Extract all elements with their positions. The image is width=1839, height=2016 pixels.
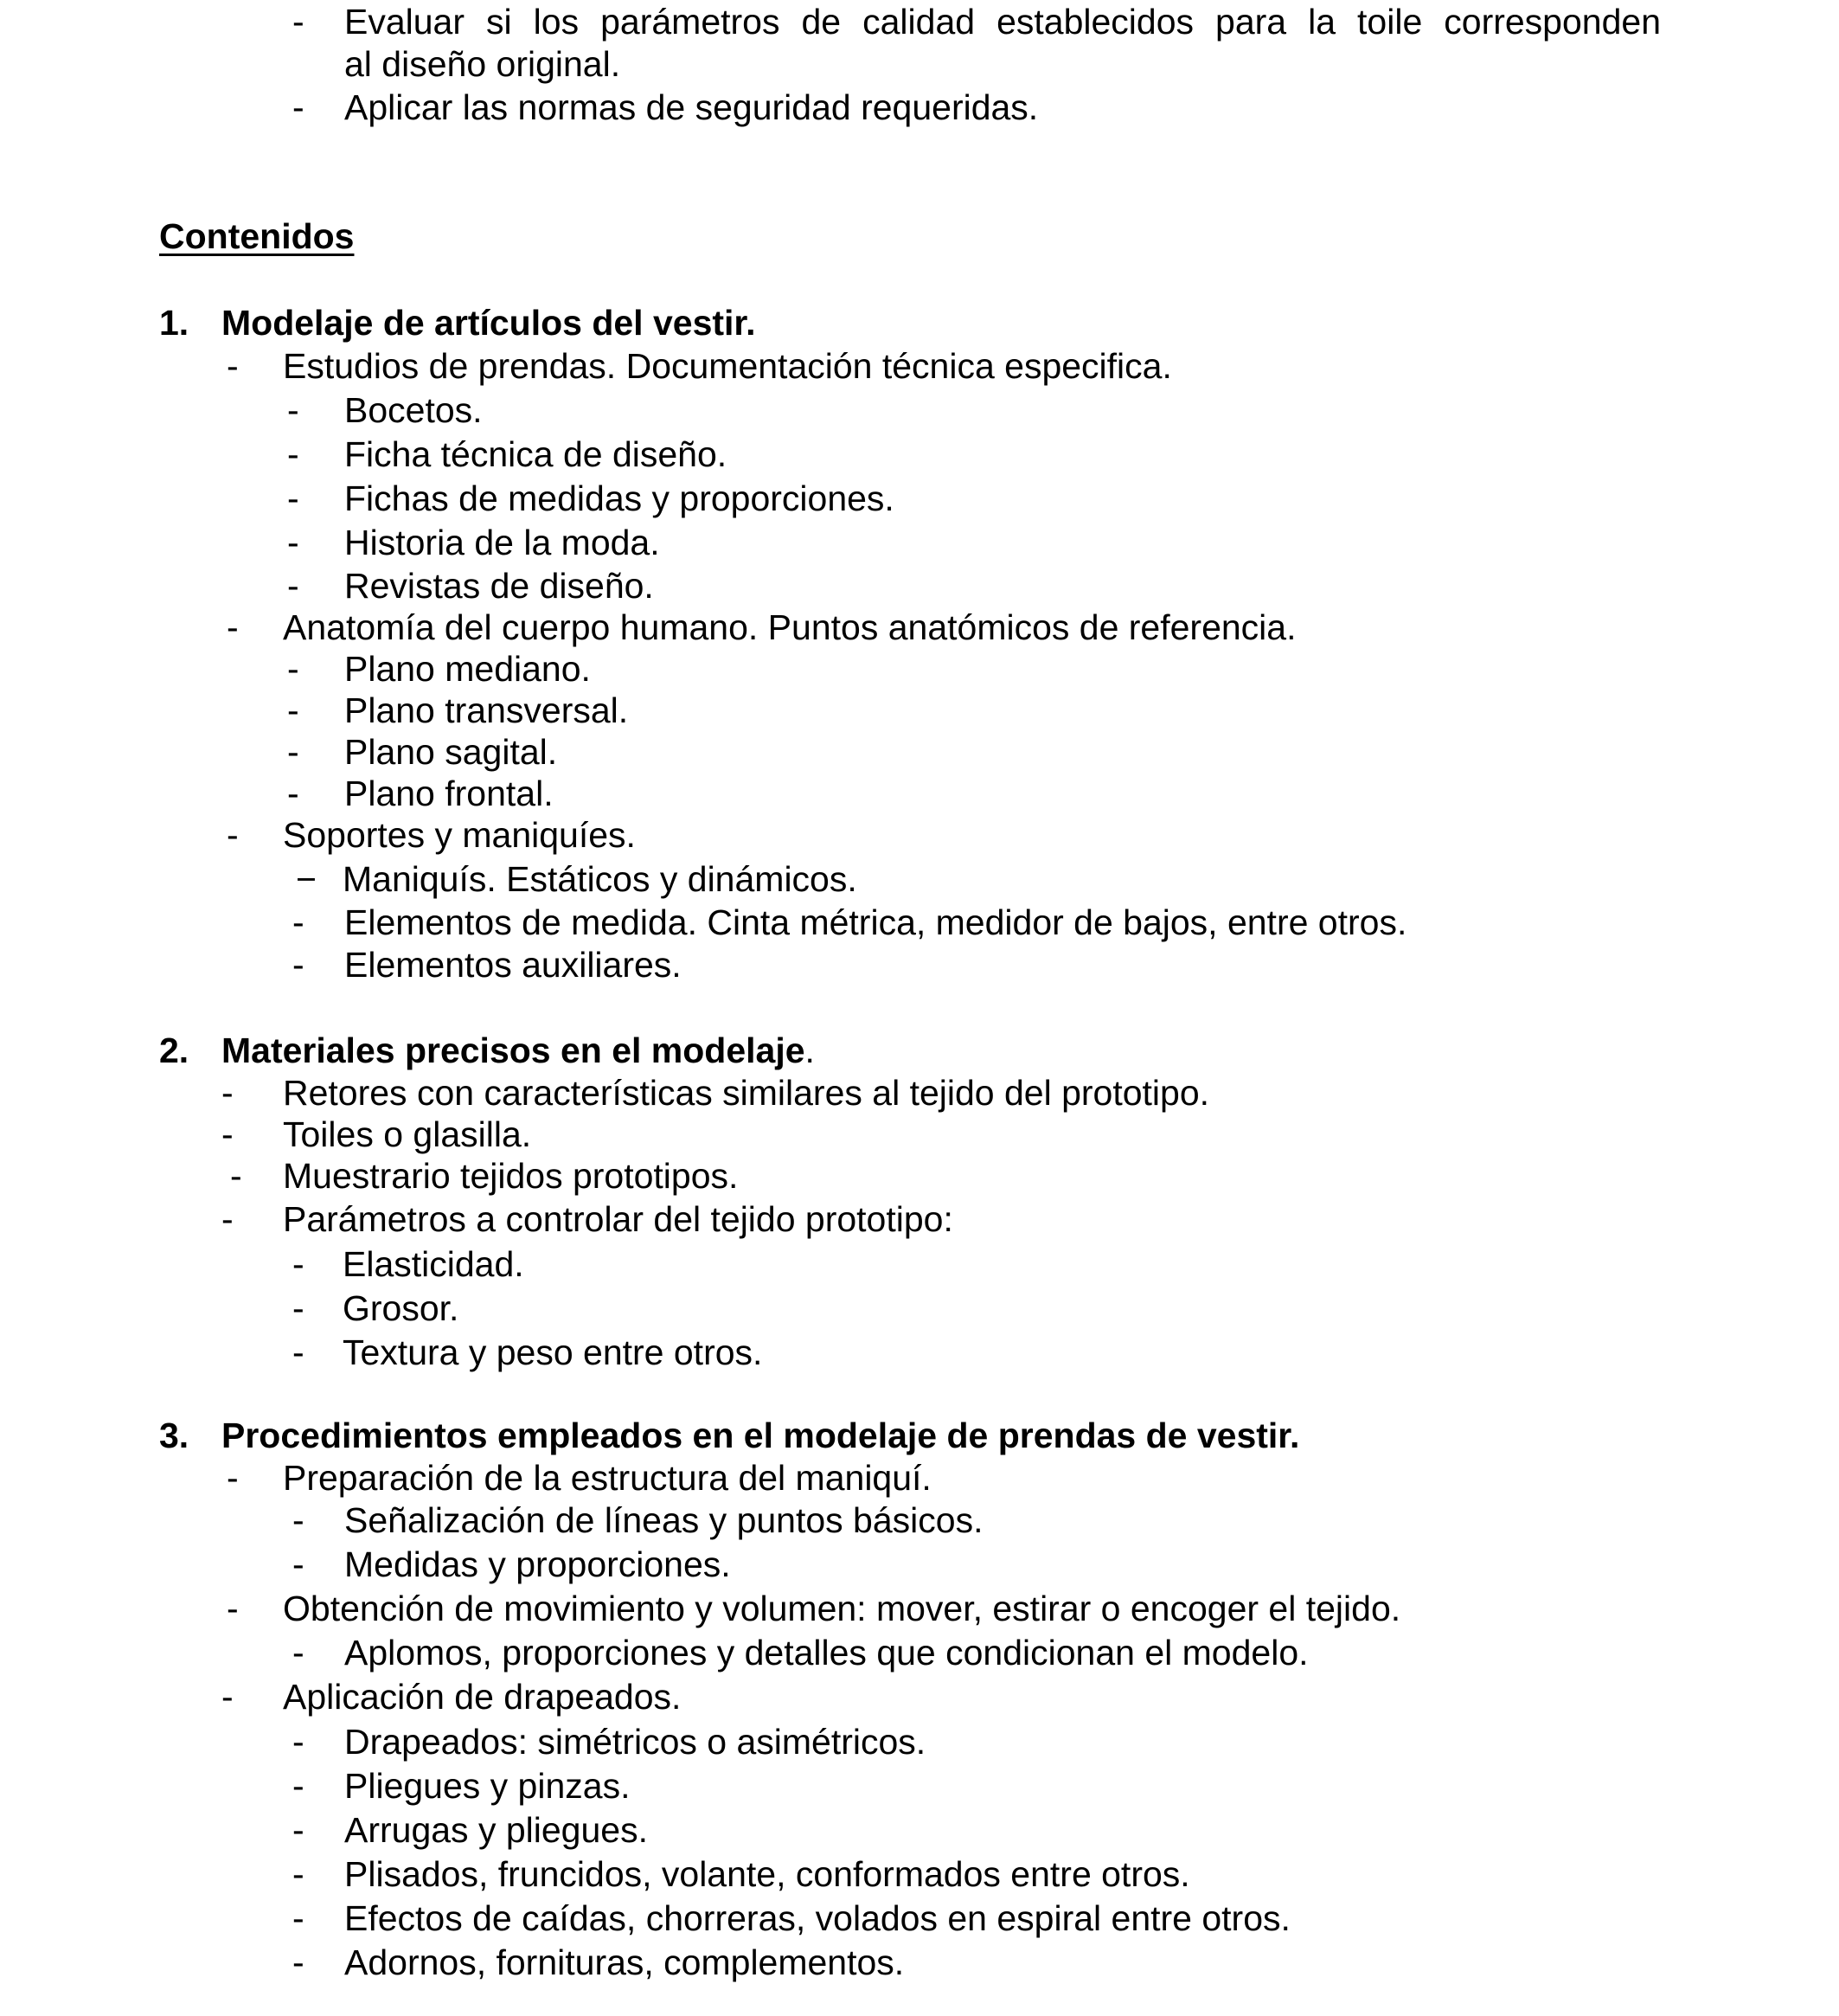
bullet-dash: - — [287, 649, 299, 689]
sub-list-item: Elasticidad. — [343, 1244, 524, 1284]
section-number: 2. — [159, 1030, 189, 1070]
section-number: 3. — [159, 1416, 189, 1455]
bullet-dash: - — [292, 1332, 304, 1372]
sub-list-item: Elementos de medida. Cinta métrica, medidor de bajos, entre otros. — [344, 902, 1407, 942]
section-number: 1. — [159, 303, 189, 343]
bullet-dash: - — [227, 1458, 239, 1498]
list-item: Toiles o glasilla. — [283, 1114, 532, 1154]
bullet-dash: - — [287, 390, 299, 430]
section-title-1: Modelaje de artículos del vestir. — [221, 303, 756, 343]
list-item: Anatomía del cuerpo humano. Puntos anatómicos de referencia. — [283, 607, 1297, 647]
bullet-dash: - — [221, 1677, 234, 1717]
list-item: Obtención de movimiento y volumen: mover, estirar o encoger el tejido. — [283, 1589, 1401, 1628]
bullet-dash: - — [292, 1244, 304, 1284]
sub-list-item: Textura y peso entre otros. — [343, 1332, 763, 1372]
bullet-dash: − — [296, 859, 317, 899]
sub-list-item: Bocetos. — [344, 390, 483, 430]
bullet-dash: - — [227, 815, 239, 855]
list-item: Preparación de la estructura del maniquí. — [283, 1458, 932, 1498]
bullet-dash: - — [292, 1500, 304, 1540]
bullet-dash: - — [221, 1073, 234, 1113]
sub-list-item: Señalización de líneas y puntos básicos. — [344, 1500, 984, 1540]
bullet-dash: - — [292, 1766, 304, 1806]
bullet-dash: - — [221, 1114, 234, 1154]
intro-item-1-line-2: al diseño original. — [344, 44, 621, 84]
bullet-dash: - — [230, 1156, 242, 1196]
sub-list-item: Plisados, fruncidos, volante, conformados entre otros. — [344, 1854, 1190, 1894]
sub-list-item: Drapeados: simétricos o asimétricos. — [344, 1722, 926, 1762]
intro-item-1-line-1: Evaluar si los parámetros de calidad establecidos para la toile corresponden — [344, 2, 1661, 42]
bullet-dash: - — [292, 945, 304, 985]
intro-item-2: Aplicar las normas de seguridad requeridas. — [344, 87, 1039, 127]
bullet-dash: - — [292, 1633, 304, 1673]
bullet-dash: - — [292, 1810, 304, 1850]
sub-list-item: Revistas de diseño. — [344, 566, 654, 606]
sub-list-item: Plano mediano. — [344, 649, 591, 689]
sub-list-item: Adornos, fornituras, complementos. — [344, 1942, 905, 1982]
sub-list-item: Aplomos, proporciones y detalles que condicionan el modelo. — [344, 1633, 1309, 1673]
list-item: Muestrario tejidos prototipos. — [283, 1156, 739, 1196]
bullet-dash: - — [292, 1544, 304, 1584]
bullet-dash: - — [292, 1854, 304, 1894]
list-item: Aplicación de drapeados. — [283, 1677, 682, 1717]
bullet-dash: - — [292, 1898, 304, 1938]
sub-list-item: Elementos auxiliares. — [344, 945, 682, 985]
list-item: Estudios de prendas. Documentación técnica especifica. — [283, 346, 1172, 386]
section-title-2: Materiales precisos en el modelaje. — [221, 1030, 815, 1070]
sub-list-item: Plano sagital. — [344, 732, 558, 772]
bullet-dash: - — [287, 478, 299, 518]
sub-list-item: Plano transversal. — [344, 690, 629, 730]
bullet-dash: - — [292, 1288, 304, 1328]
sub-list-item: Efectos de caídas, chorreras, volados en espiral entre otros. — [344, 1898, 1291, 1938]
bullet-dash: - — [292, 1942, 304, 1982]
bullet-dash: - — [287, 774, 299, 813]
bullet-dash: - — [287, 732, 299, 772]
bullet-dash: - — [227, 607, 239, 647]
list-item: Soportes y maniquíes. — [283, 815, 636, 855]
bullet-dash: - — [227, 346, 239, 386]
sub-list-item: Fichas de medidas y proporciones. — [344, 478, 894, 518]
bullet-dash: - — [221, 1199, 234, 1239]
bullet-dash: - — [287, 566, 299, 606]
bullet-dash: - — [287, 434, 299, 474]
bullet-dash: - — [287, 690, 299, 730]
bullet-dash: - — [292, 1722, 304, 1762]
sub-list-item: Pliegues y pinzas. — [344, 1766, 631, 1806]
bullet-dash: - — [227, 1589, 239, 1628]
bullet-dash: - — [292, 87, 304, 127]
sub-list-item: Medidas y proporciones. — [344, 1544, 731, 1584]
section-heading-contenidos: Contenidos — [159, 216, 355, 256]
sub-list-item: Ficha técnica de diseño. — [344, 434, 727, 474]
bullet-dash: - — [292, 2, 304, 42]
sub-list-item: Historia de la moda. — [344, 523, 660, 562]
sub-list-item: Maniquís. Estáticos y dinámicos. — [343, 859, 857, 899]
bullet-dash: - — [292, 902, 304, 942]
list-item: Parámetros a controlar del tejido prototipo: — [283, 1199, 953, 1239]
sub-list-item: Grosor. — [343, 1288, 459, 1328]
section-title-3: Procedimientos empleados en el modelaje de prendas de vestir. — [221, 1416, 1300, 1455]
list-item: Retores con características similares al tejido del prototipo. — [283, 1073, 1210, 1113]
sub-list-item: Plano frontal. — [344, 774, 554, 813]
bullet-dash: - — [287, 523, 299, 562]
sub-list-item: Arrugas y pliegues. — [344, 1810, 648, 1850]
